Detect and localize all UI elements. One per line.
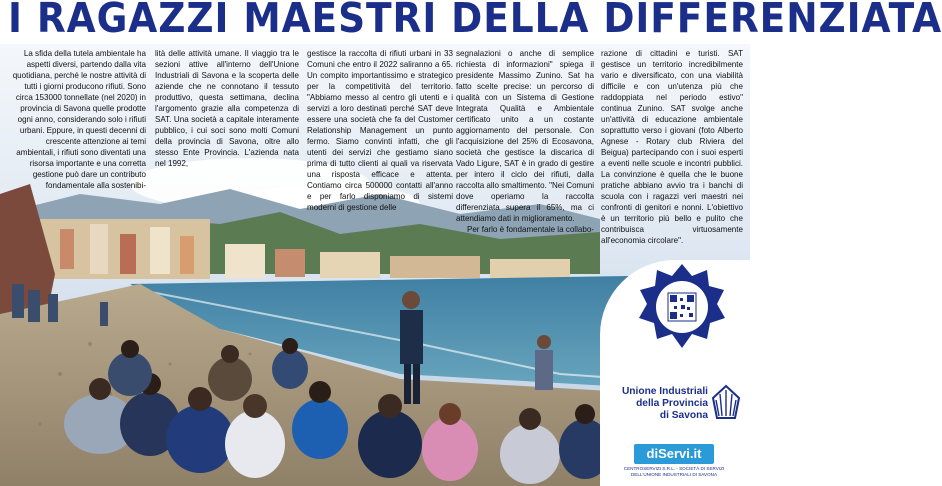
- article-column-5: [601, 48, 743, 246]
- article-paragraph: Per farlo è fondamentale la collabo-: [466, 225, 594, 234]
- shell-logo-icon: [711, 384, 741, 420]
- article-paragraph: segnalazioni o anche di semplice richiesta di informazioni" spiega il presidente Massimo Zunino. Sat ha fatto scelte precise: un percorso di qualità con un Sistema di Gestione Integrata Qualità e Ambientale certificato unito a un costante aggiornamento del personale. Con l'acquisizione del 25% di Ecosavona, società che gestisce la discarica di Vado Ligure, SAT è in grado di gestire per intero il ciclo dei rifiuti, dalla raccolta allo smaltimento. "Nei Comuni dove operiamo la raccolta differenziata supera il 65%, ma ci attendiamo dati in miglioramento.: [456, 49, 594, 223]
- article-column-3: [307, 48, 453, 213]
- headline-bar: [0, 0, 942, 44]
- diservi-logo-text: diServi.it: [646, 446, 702, 461]
- article-paragraph: La sfida della tutela ambientale ha aspetti diversi, partendo dalla vita quotidiana, perché le nostre attività di tutti i giorni producono rifiuti. Sono circa 153000 tonnellate (nel 2020) in provincia di Savona quelle prodotte ogni anno, considerando solo i rifiuti urbani. Eppure, in questi decenni di crescente attenzione ai temi ambientali, i rifiuti sono diventati una risorsa importante e una corretta gestione può dare un contributo fondamentale alla sostenibi-: [12, 49, 146, 190]
- uip-name-line: della Provincia: [636, 398, 708, 409]
- article-paragraph: lità delle attività umane. Il viaggio tra le sezioni attive all'interno dell'Unione Industriali di Savona e la scoperta delle aziende che ne connotano il tessuto produttivo, questa settimana, declina l'argomento grazie alla competenza di SAT. Una società a capitale interamente pubblico, i cui soci sono molti Comuni della provincia di Savona, oltre allo stesso Ente Provincia. L'azienda nata nel 1992,: [155, 49, 299, 168]
- diservi-caption-line: DELL'UNIONE INDUSTRIALI DI SAVONA: [630, 471, 718, 477]
- diservi-caption-line: CENTROSERVIZI S.R.L. - SOCIETÀ DI SERVIZI: [623, 466, 725, 471]
- qr-code-seal-icon: [637, 262, 727, 352]
- uip-name-line: di Savona: [659, 410, 708, 421]
- article-column-1: [6, 48, 146, 191]
- article-column-2: [155, 48, 299, 169]
- headline: I RAGAZZI MAESTRI DELLA DIFFERENZIATA: [8, 0, 942, 42]
- article-paragraph: gestisce la raccolta di rifiuti urbani in 33 Comuni che entro il 2022 saliranno a 65. Un compito importantissimo e strategico per la competitività del territorio. "Abbiamo messo al centro gli utenti e i servizi a loro destinati perché SAT deve essere una società che fa del Customer Relationship Management un punto fermo. Siamo convinti infatti, che gli utenti dei servizi che gestiamo siano prima di tutto clienti ai quali va riservata una risposta efficace e attenta. Contiamo circa 500000 contatti all'anno e per farlo disponiamo di sistemi moderni di gestione delle: [307, 49, 453, 212]
- article-column-4: [456, 48, 594, 235]
- diservi-caption: [618, 466, 730, 477]
- uip-name-line: Unione Industriali: [621, 386, 708, 397]
- article-paragraph: razione di cittadini e turisti. SAT gestisce un territorio incredibilmente vario e diversificato, con una viabilità difficile e con un'utenza più che raddoppiata nel periodo estivo" continua Zunino. SAT svolge anche un'attività di educazione ambientale soprattutto verso i giovani (foto Alberto Agnese - Rotary club Riviera del Beigua) partecipando con i suoi esperti a eventi nelle scuole e incontri pubblici. La convinzione è quella che le buone pratiche abbiano avvio tra i banchi di scuola con i ragazzi veri maestri nei confronti di genitori e nonni. L'obiettivo è un territorio più bello e pulito che contribuisca virtuosamente all'economia circolare".: [601, 49, 743, 245]
- uip-logo-text: [612, 386, 708, 422]
